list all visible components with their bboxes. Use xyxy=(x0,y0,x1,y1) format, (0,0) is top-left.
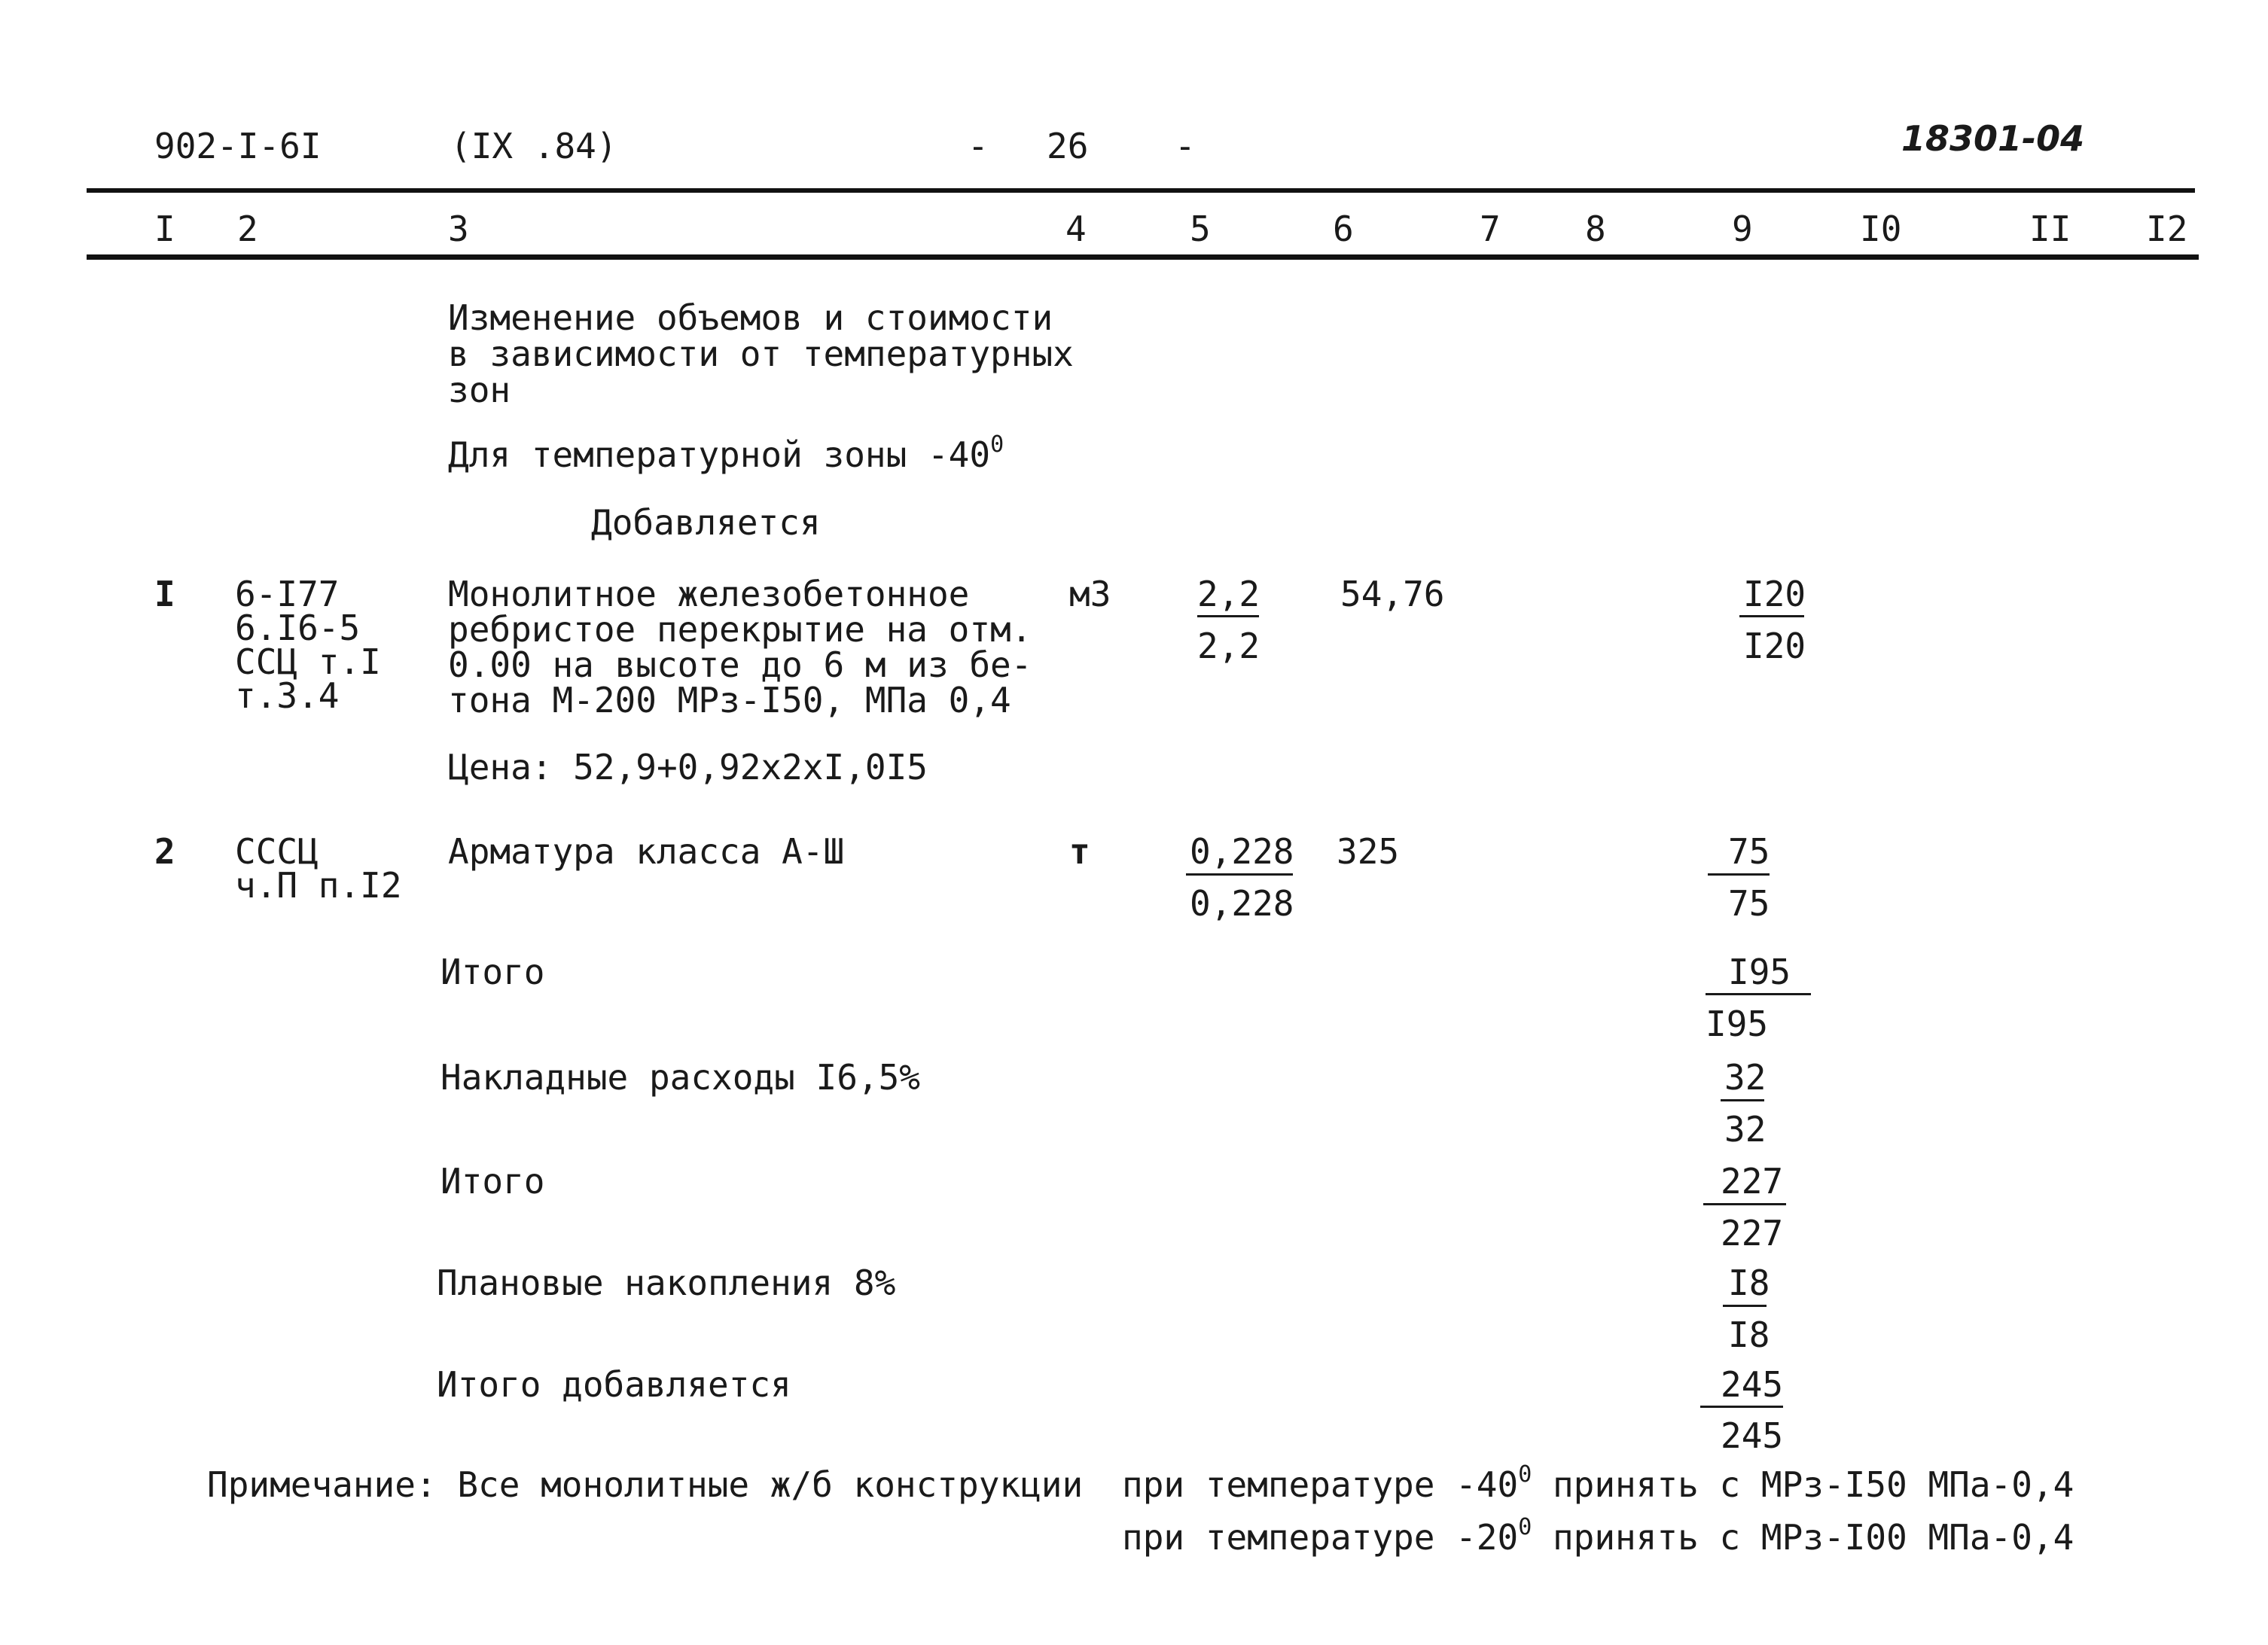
row-desc-line: Монолитное железобетонное xyxy=(448,574,970,614)
row-cost-bottom: I20 xyxy=(1743,626,1806,666)
col-1: I xyxy=(154,209,175,249)
row-unit: м3 xyxy=(1069,574,1111,614)
total-bottom: I95 xyxy=(1706,1004,1769,1044)
page-dash-left: - xyxy=(968,126,989,166)
note-line-2-b: принять с МРз-I00 МПа-0,4 xyxy=(1532,1517,2074,1558)
page-dash-right: - xyxy=(1175,126,1196,166)
page-number: 26 xyxy=(1047,126,1089,166)
row-ref-line: СССЦ xyxy=(235,831,319,872)
total-fraction-line xyxy=(1706,993,1811,995)
total-label: Плановые накопления 8% xyxy=(437,1263,896,1303)
note-degree-2: 0 xyxy=(1518,1514,1532,1540)
zone-text: Для температурной зоны -40 xyxy=(448,434,991,475)
total-top: 32 xyxy=(1724,1057,1767,1098)
col-7: 7 xyxy=(1480,209,1501,249)
total-top: I95 xyxy=(1728,952,1791,992)
cost-fraction-line xyxy=(1739,615,1804,617)
section-title-line-3: зон xyxy=(448,370,511,410)
note-line-2-a: при температуре -20 xyxy=(1122,1517,1519,1558)
note-line-1-a: при температуре -40 xyxy=(1122,1464,1519,1505)
row-qty-bottom: 2,2 xyxy=(1197,626,1261,666)
row-qty-bottom: 0,228 xyxy=(1190,883,1294,924)
total-bottom: I8 xyxy=(1728,1314,1770,1355)
total-top: 245 xyxy=(1721,1364,1784,1405)
total-fraction-line xyxy=(1700,1406,1783,1408)
section-title-line-1: Изменение объемов и стоимости xyxy=(448,297,1053,338)
note-label: Примечание: Все монолитные ж/б конструкции xyxy=(207,1464,1084,1505)
zone-degree: 0 xyxy=(990,431,1004,458)
row-price-note: Цена: 52,9+0,92х2хI,0I5 xyxy=(448,747,928,787)
row-cost-top: I20 xyxy=(1743,574,1806,614)
row-cost-bottom: 75 xyxy=(1728,883,1770,924)
total-label: Итого xyxy=(440,1161,545,1202)
total-bottom: 245 xyxy=(1721,1415,1784,1456)
row-ref-line: ч.П п.I2 xyxy=(235,865,402,906)
row-desc-line: 0.00 на высоте до 6 м из бе- xyxy=(448,644,1032,685)
col-11: II xyxy=(2029,209,2071,249)
col-5: 5 xyxy=(1190,209,1211,249)
row-desc-line: ребристое перекрытие на отм. xyxy=(448,609,1032,650)
total-label: Итого xyxy=(440,952,545,992)
col-3: 3 xyxy=(448,209,469,249)
zone-line xyxy=(448,431,1004,475)
row-ref-line: 6-I77 xyxy=(235,574,340,614)
total-fraction-line xyxy=(1723,1305,1767,1307)
qty-fraction-line xyxy=(1197,615,1259,617)
row-unit: т xyxy=(1069,831,1090,872)
total-fraction-line xyxy=(1721,1099,1764,1101)
doc-code: 902-I-6I xyxy=(154,126,322,166)
cost-fraction-line xyxy=(1708,873,1770,876)
total-top: I8 xyxy=(1728,1263,1770,1303)
col-9: 9 xyxy=(1732,209,1753,249)
sheet-id: 18301-04 xyxy=(1901,118,2085,159)
total-fraction-line xyxy=(1703,1203,1786,1205)
row-number: I xyxy=(154,574,175,614)
row-qty-top: 0,228 xyxy=(1190,831,1294,872)
row-qty-top: 2,2 xyxy=(1197,574,1261,614)
row-desc-line: тона М-200 МРз-I50, МПа 0,4 xyxy=(448,680,1011,720)
row-number: 2 xyxy=(154,831,175,872)
qty-fraction-line xyxy=(1186,873,1293,876)
note-line-2 xyxy=(1122,1514,2074,1558)
col-6: 6 xyxy=(1333,209,1354,249)
col-4: 4 xyxy=(1065,209,1087,249)
adds-label: Добавляется xyxy=(591,502,821,543)
total-bottom: 227 xyxy=(1721,1213,1784,1254)
note-line-1-b: принять с МРз-I50 МПа-0,4 xyxy=(1532,1464,2074,1505)
total-label: Итого добавляется xyxy=(437,1364,791,1405)
row-ref-line: ССЦ т.I xyxy=(235,641,381,682)
note-line-1 xyxy=(1122,1461,2074,1505)
note-degree-1: 0 xyxy=(1518,1461,1532,1488)
section-title-line-2: в зависимости от температурных xyxy=(448,334,1074,374)
total-bottom: 32 xyxy=(1724,1109,1767,1150)
col-10: I0 xyxy=(1860,209,1902,249)
row-ref-line: 6.I6-5 xyxy=(235,608,361,648)
header-rule-top xyxy=(87,188,2195,193)
row-price: 54,76 xyxy=(1340,574,1445,614)
date-reference: (IX .84) xyxy=(450,126,617,166)
row-desc-line: Арматура класса А-Ш xyxy=(448,831,845,872)
col-12: I2 xyxy=(2146,209,2188,249)
col-8: 8 xyxy=(1585,209,1606,249)
total-label: Накладные расходы I6,5% xyxy=(440,1057,920,1098)
row-ref-line: т.3.4 xyxy=(235,675,340,716)
row-cost-top: 75 xyxy=(1728,831,1770,872)
col-2: 2 xyxy=(237,209,258,249)
row-price: 325 xyxy=(1337,831,1400,872)
header-rule-bottom xyxy=(87,254,2199,260)
total-top: 227 xyxy=(1721,1161,1784,1202)
